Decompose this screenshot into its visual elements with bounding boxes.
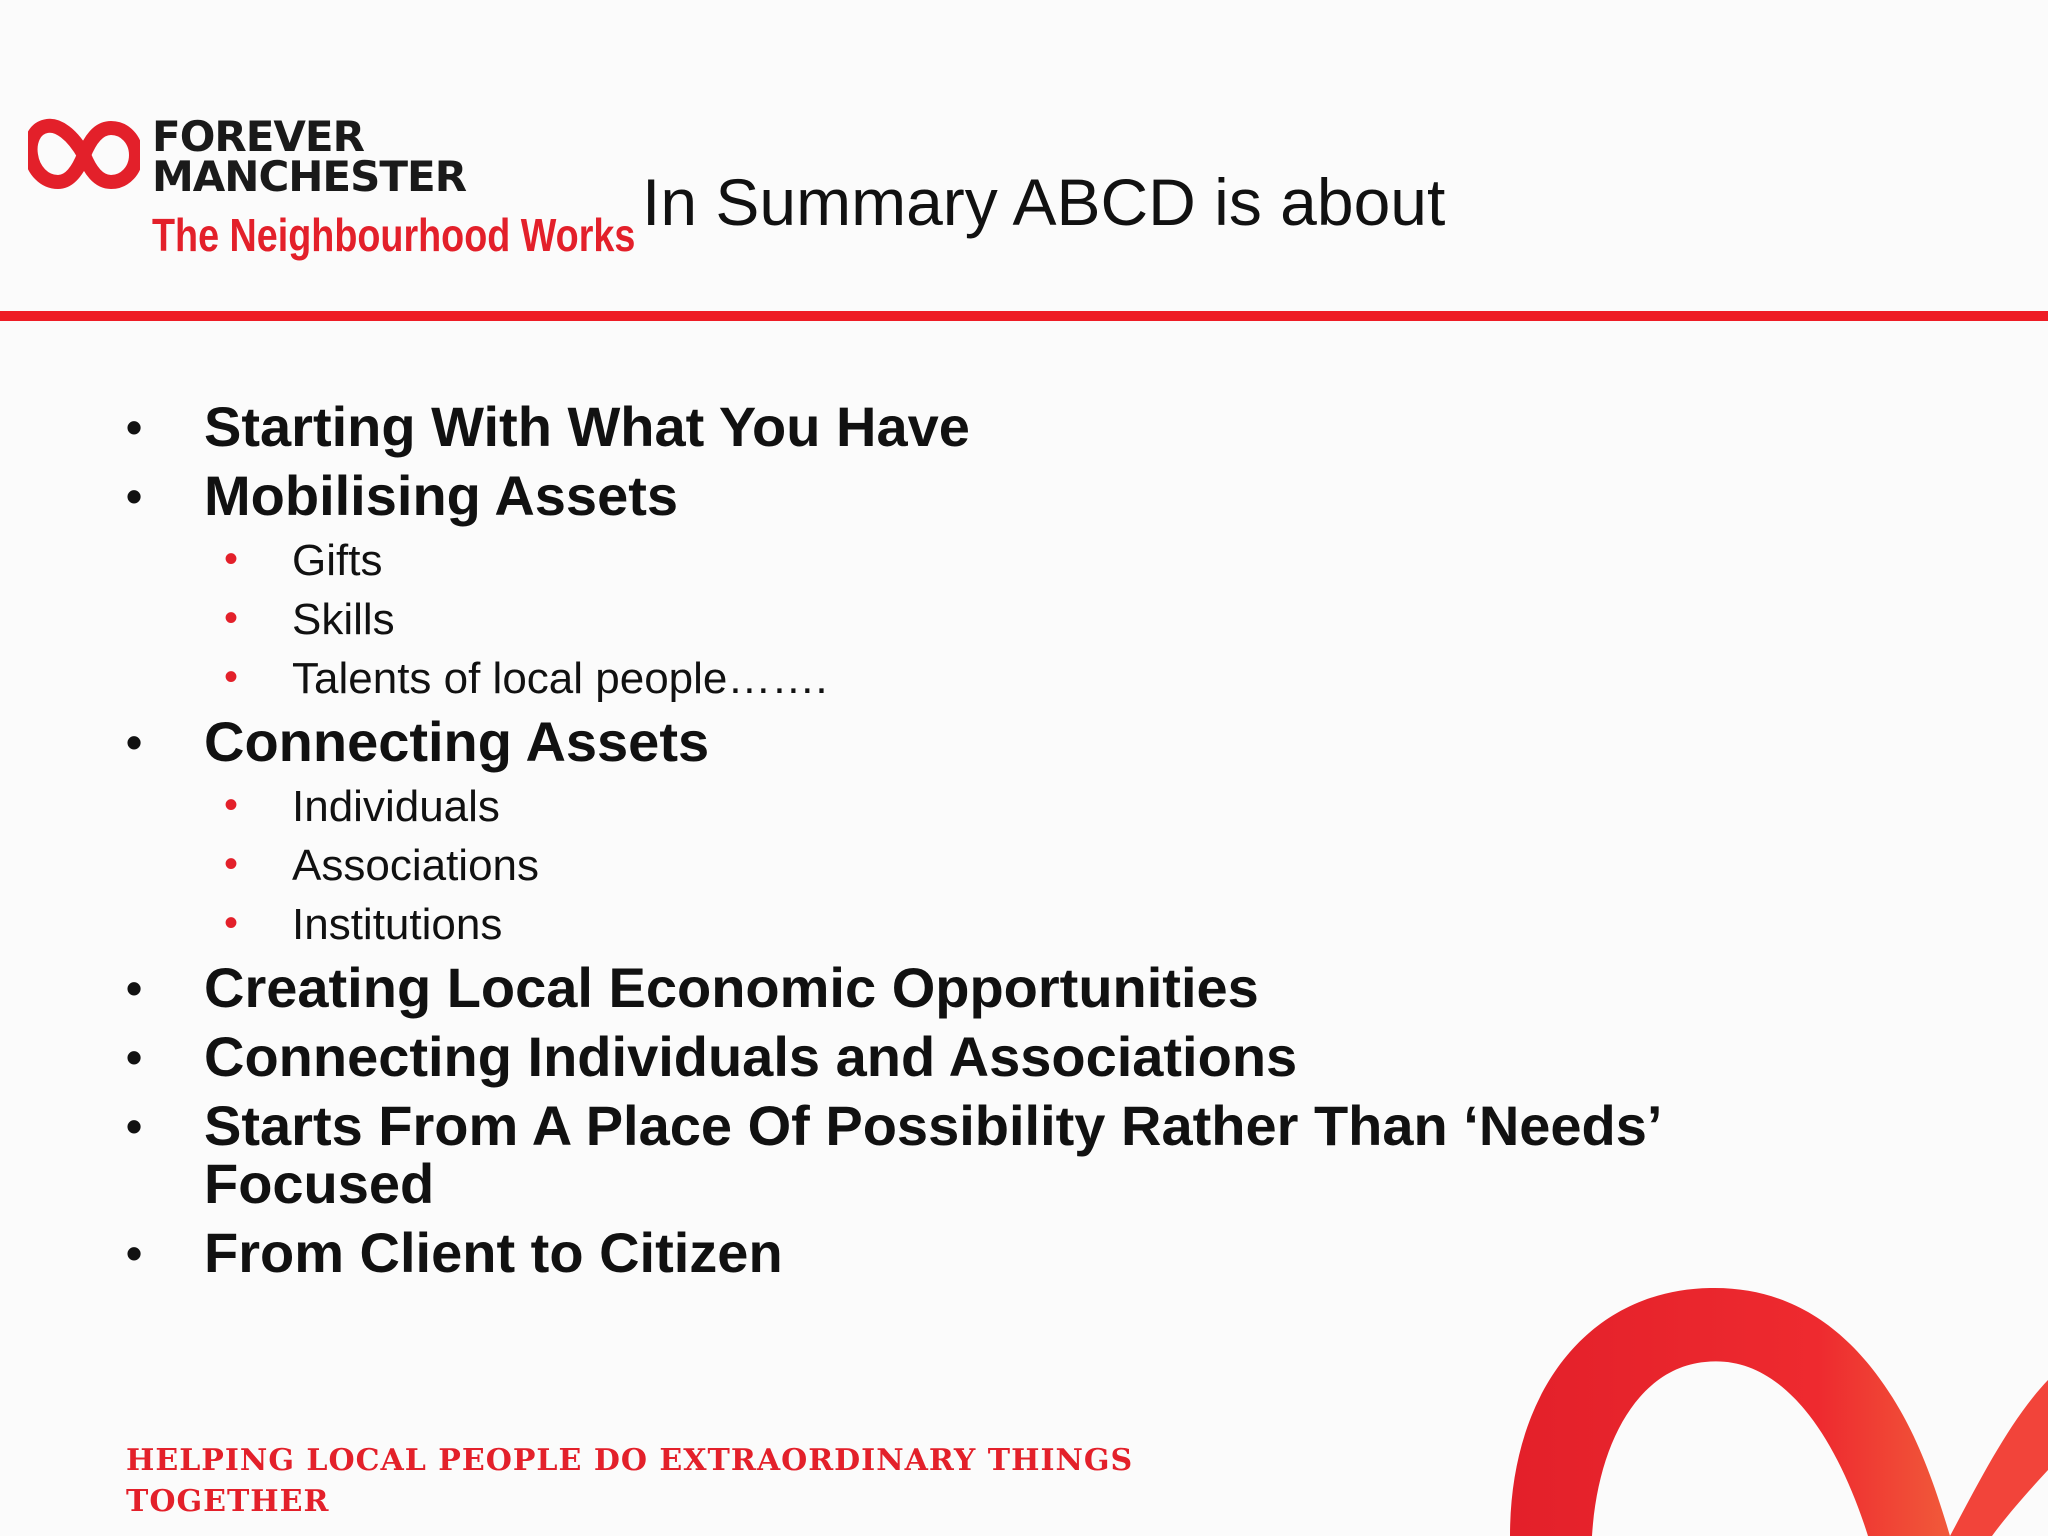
header-divider xyxy=(0,311,2048,321)
sub-bullet-item xyxy=(120,841,1920,891)
bullet-marker: • xyxy=(126,1031,143,1083)
sub-bullet-text: Skills xyxy=(292,595,395,644)
infinity-heart-icon xyxy=(28,116,140,194)
bullet-item xyxy=(120,464,1920,527)
bullet-text: Connecting Assets xyxy=(204,710,710,773)
bullet-text: Creating Local Economic Opportunities xyxy=(204,956,1259,1019)
bullet-text: Mobilising Assets xyxy=(204,464,679,527)
logo-line-forever: FOREVER xyxy=(152,112,364,161)
bullet-item xyxy=(120,395,1920,458)
bullet-marker: • xyxy=(126,470,143,522)
sub-bullet-marker: • xyxy=(224,596,239,640)
sub-bullet-item xyxy=(120,654,1920,704)
bullet-text: Connecting Individuals and Associations xyxy=(204,1025,1298,1088)
footer-slogan xyxy=(126,1440,1326,1522)
bullet-item xyxy=(120,956,1920,1019)
sub-bullet-item xyxy=(120,900,1920,950)
bullet-text: From Client to Citizen xyxy=(204,1221,783,1284)
bullet-text: Starting With What You Have xyxy=(204,395,970,458)
footer-line-1: HELPING LOCAL PEOPLE DO EXTRAORDINARY THINGS xyxy=(126,1443,1134,1478)
sub-bullet-marker: • xyxy=(224,783,239,827)
sub-bullet-text: Individuals xyxy=(292,782,500,831)
sub-bullet-text: Associations xyxy=(292,841,540,890)
sub-bullet-marker: • xyxy=(224,655,239,699)
sub-bullet-text: Institutions xyxy=(292,900,503,949)
bullet-item xyxy=(120,1025,1920,1088)
bullet-marker: • xyxy=(126,401,143,453)
heart-swoosh-graphic xyxy=(1480,1270,2048,1536)
bullet-marker: • xyxy=(126,1100,143,1152)
bullet-marker: • xyxy=(126,962,143,1014)
sub-bullet-marker: • xyxy=(224,537,239,581)
bullet-item xyxy=(120,710,1920,773)
bullet-item xyxy=(120,1094,1764,1215)
sub-bullet-marker: • xyxy=(224,842,239,886)
forever-manchester-logo xyxy=(28,112,636,262)
bullet-marker: • xyxy=(126,716,143,768)
sub-bullet-item xyxy=(120,782,1920,832)
sub-bullet-marker: • xyxy=(224,901,239,945)
bullet-text: Starts From A Place Of Possibility Rather Than ‘Needs’ Focused xyxy=(204,1094,1660,1215)
sub-bullet-text: Talents of local people……. xyxy=(292,654,828,703)
bullet-list xyxy=(120,395,1920,1293)
sub-bullet-text: Gifts xyxy=(292,536,383,585)
sub-bullet-item xyxy=(120,536,1920,586)
bullet-marker: • xyxy=(126,1227,143,1279)
footer-line-2: TOGETHER xyxy=(126,1484,330,1519)
sub-bullet-item xyxy=(120,595,1920,645)
logo-line-manchester: MANCHESTER xyxy=(152,152,467,201)
slide-title: In Summary ABCD is about xyxy=(642,165,1446,239)
logo-tagline: The Neighbourhood Works xyxy=(152,209,636,261)
